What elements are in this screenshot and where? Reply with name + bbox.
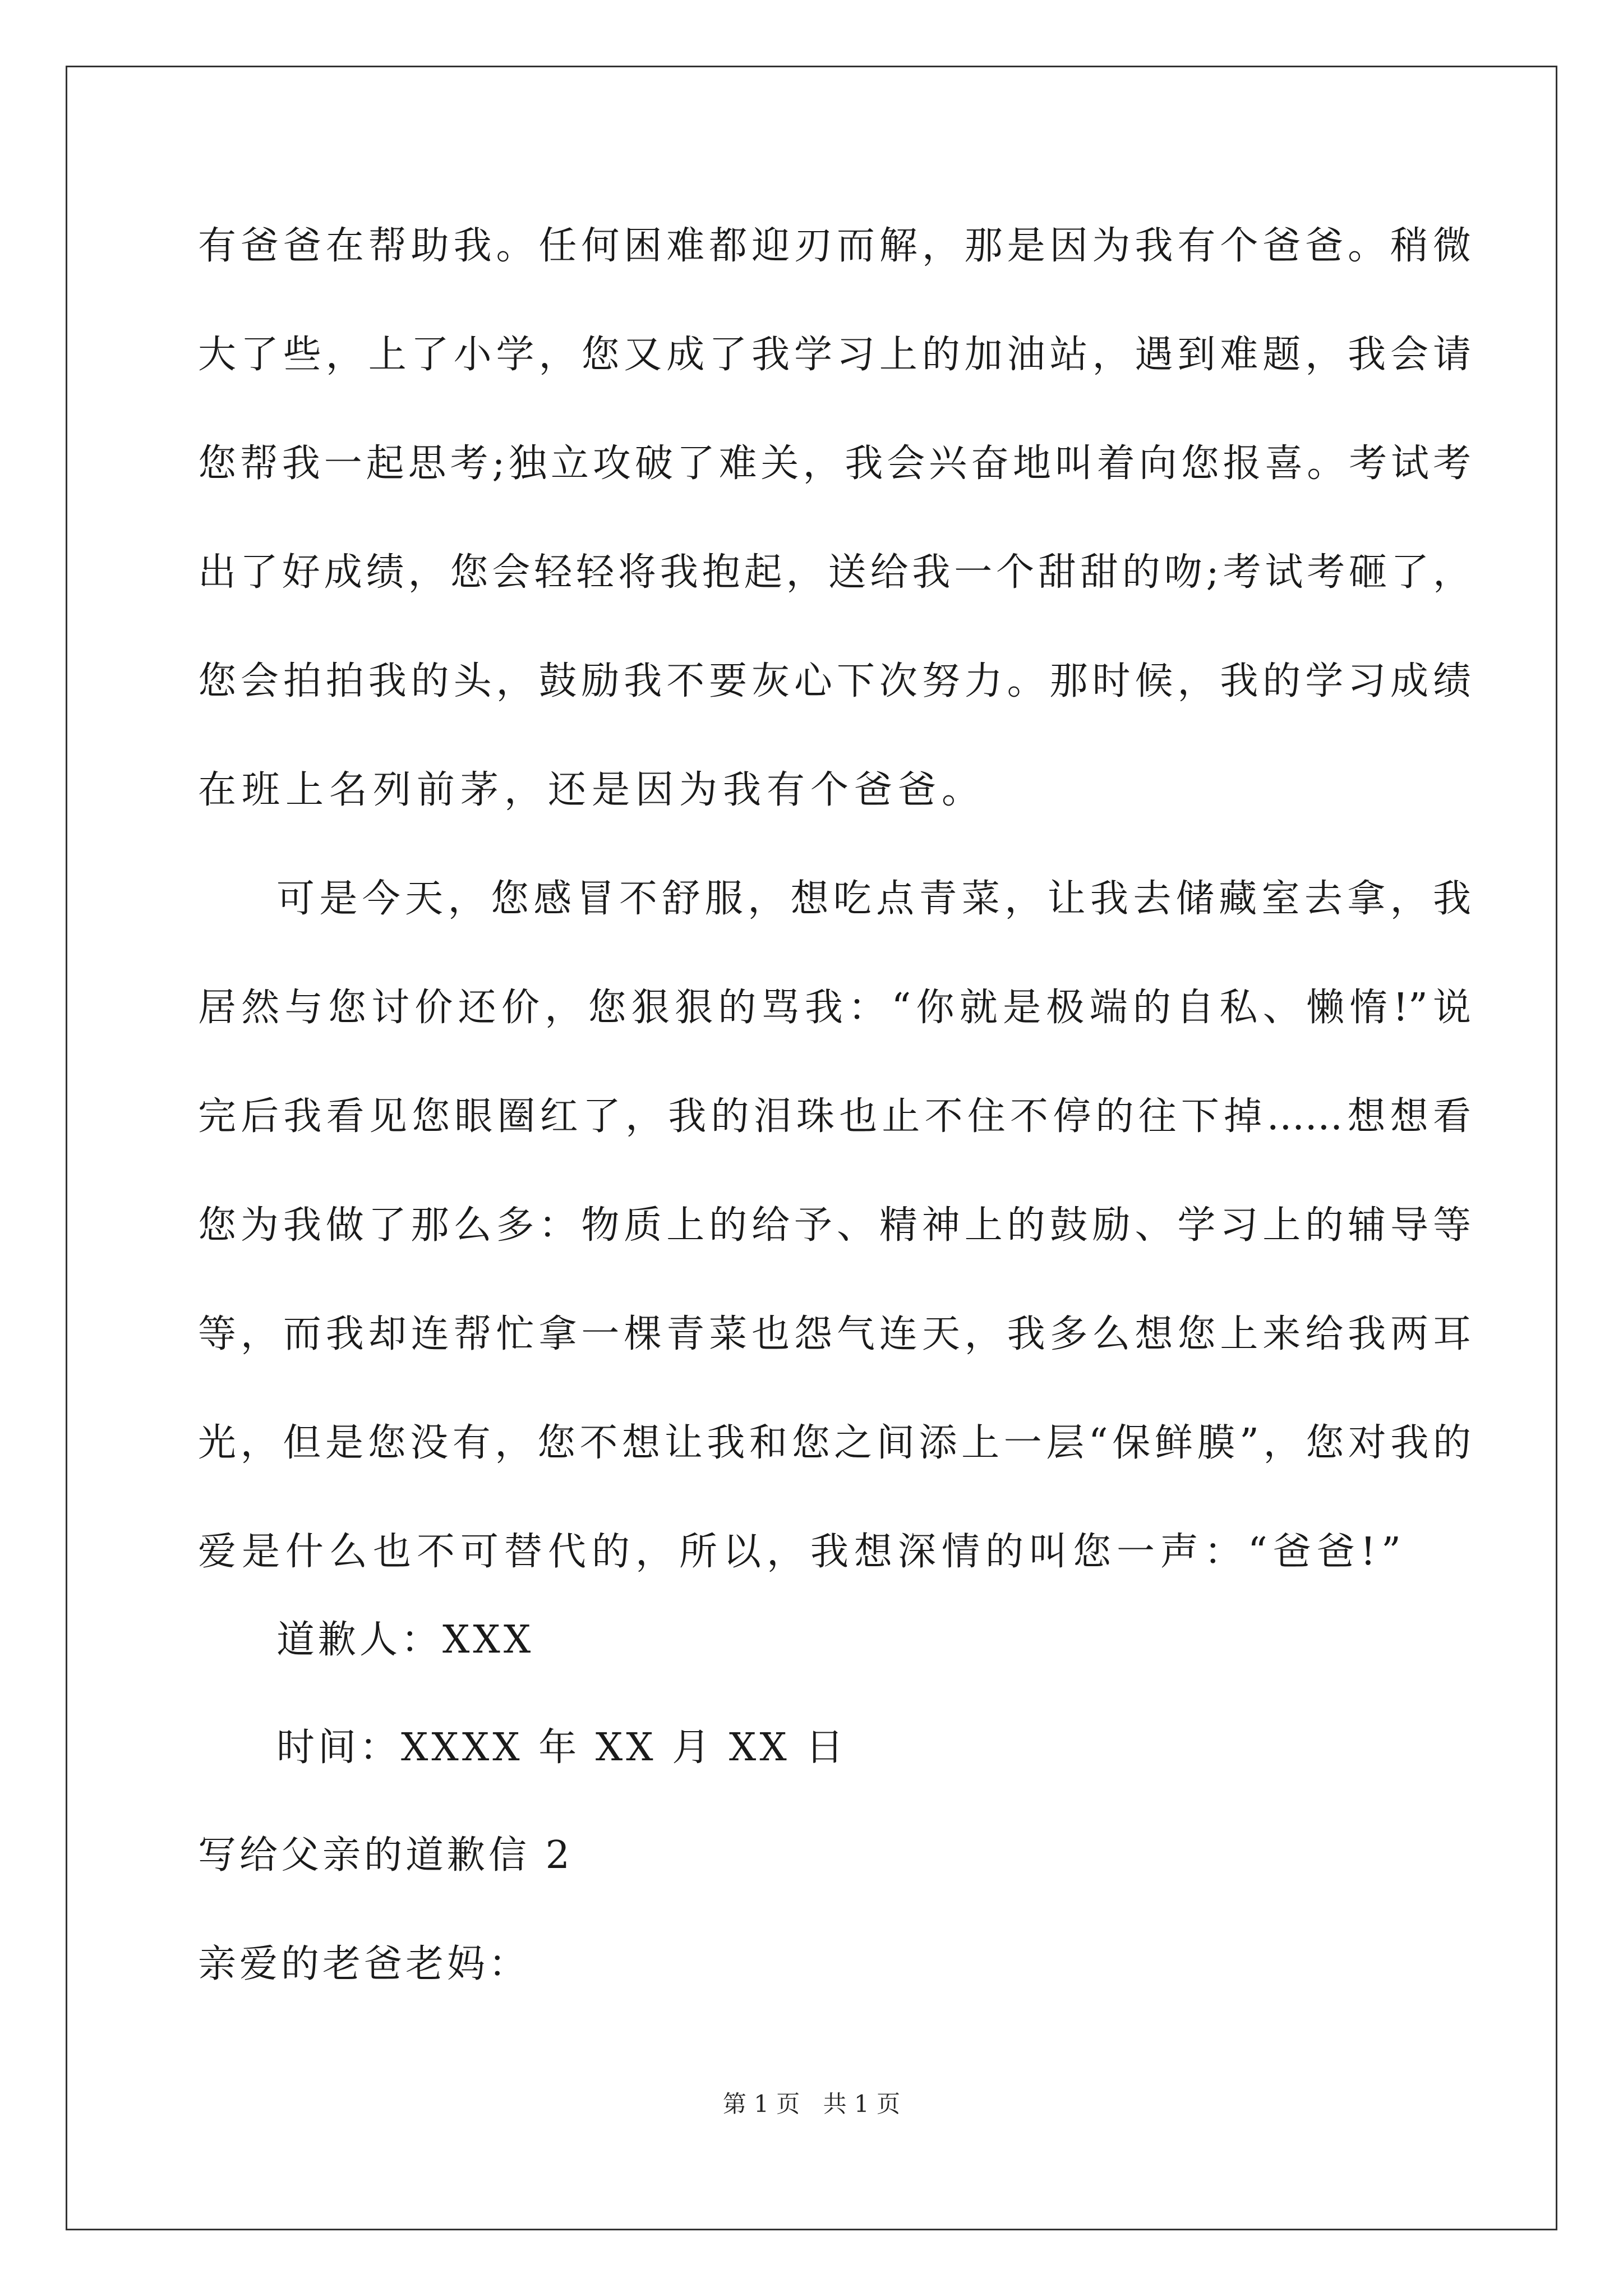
paragraph-1-line-1: 有爸爸在帮助我。任何困难都迎刃而解，那是因为我有个爸爸。稍微: [198, 224, 1471, 268]
paragraph-2-line-2: 居然与您讨价还价，您狠狠的骂我：“你就是极端的自私、懒惰!”说: [198, 986, 1471, 1030]
paragraph-2-line-7: 爱是什么也不可替代的，所以，我想深情的叫您一声：“爸爸!”: [198, 1530, 1407, 1574]
paragraph-1-line-6: 在班上名列前茅，还是因为我有个爸爸。: [198, 768, 986, 812]
paragraph-1-line-3: 您帮我一起思考;独立攻破了难关，我会兴奋地叫着向您报喜。考试考: [198, 441, 1471, 486]
paragraph-1-line-5: 您会拍拍我的头，鼓励我不要灰心下次努力。那时候，我的学习成绩: [198, 659, 1471, 703]
paragraph-1-line-4: 出了好成绩，您会轻轻将我抱起，送给我一个甜甜的吻;考试考砸了，: [198, 550, 1471, 595]
paragraph-2-line-6: 光，但是您没有，您不想让我和您之间添上一层“保鲜膜”，您对我的: [198, 1421, 1471, 1465]
next-letter-title: 写给父亲的道歉信 2: [198, 1833, 573, 1878]
page-total: 共 1 页: [823, 2090, 901, 2118]
salutation: 亲爱的老爸老妈：: [198, 1942, 531, 1986]
page-number: 第 1 页: [722, 2090, 800, 2118]
page-footer: [0, 2092, 1623, 2116]
paragraph-2-line-5: 等，而我却连帮忙拿一棵青菜也怨气连天，我多么想您上来给我两耳: [198, 1312, 1471, 1356]
date: 时间：XXXX 年 XX 月 XX 日: [276, 1726, 847, 1770]
paragraph-2-line-4: 您为我做了那么多：物质上的给予、精神上的鼓励、学习上的辅导等: [198, 1203, 1471, 1248]
paragraph-2-line-1: 可是今天，您感冒不舒服，想吃点青菜，让我去储藏室去拿，我: [276, 877, 1471, 921]
paragraph-1-line-2: 大了些，上了小学，您又成了我学习上的加油站，遇到难题，我会请: [198, 333, 1471, 377]
page-border: [66, 66, 1557, 2230]
paragraph-2-line-3: 完后我看见您眼圈红了，我的泪珠也止不住不停的往下掉……想想看: [198, 1094, 1471, 1139]
signature: 道歉人：XXX: [276, 1618, 534, 1662]
